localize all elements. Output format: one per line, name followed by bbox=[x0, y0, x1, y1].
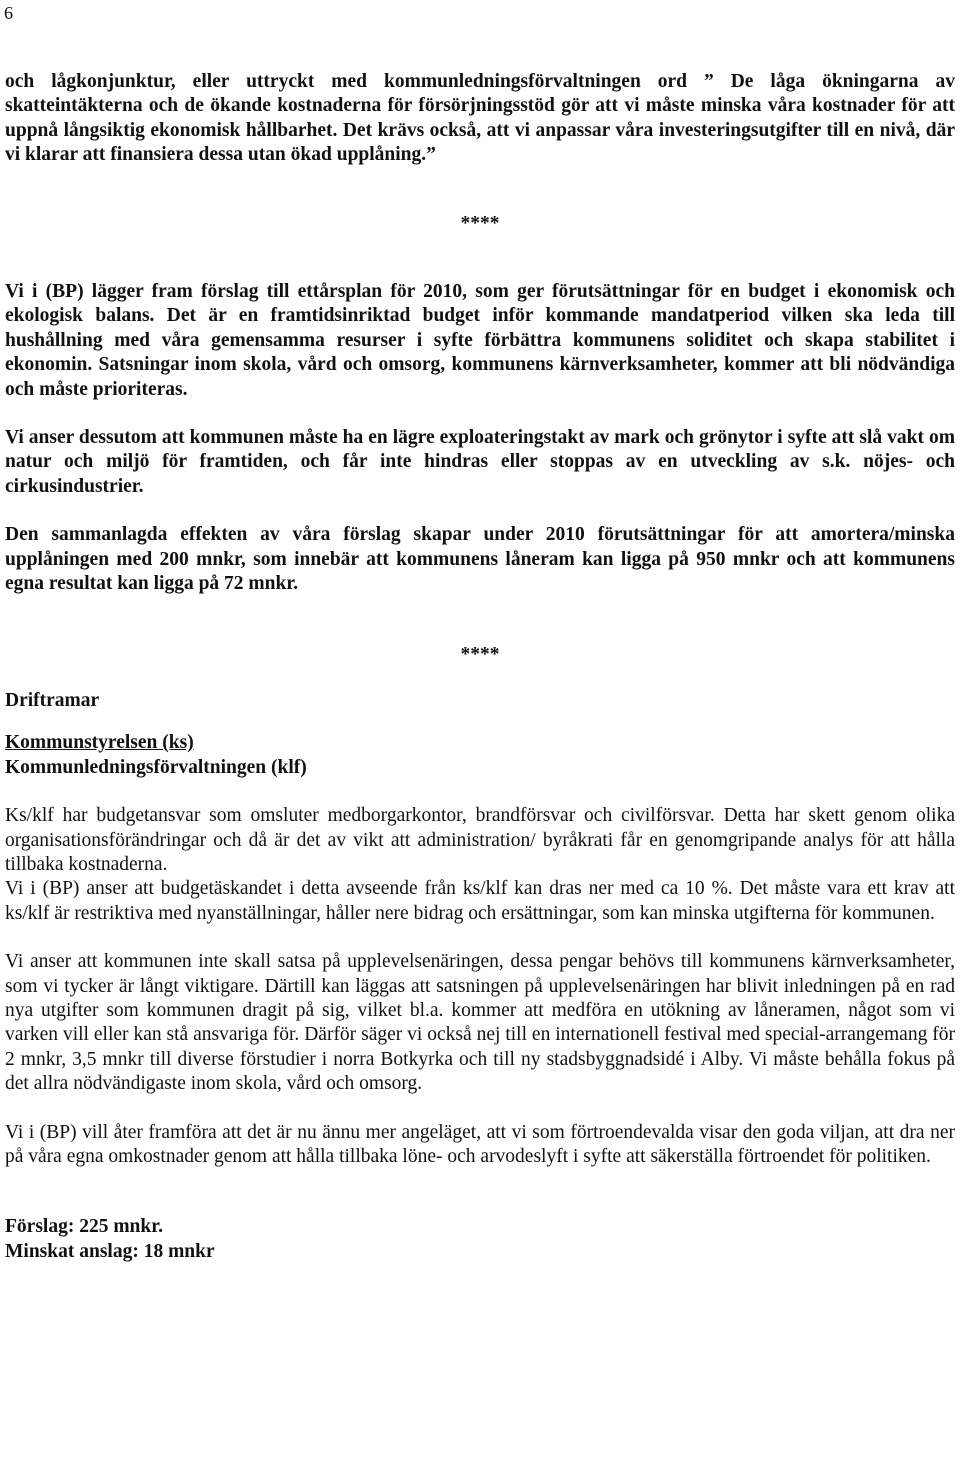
paragraph-exploitation: Vi anser dessutom att kommunen måste ha en lägre exploateringstakt av mark och grönytor i syfte att slå vakt om natur och miljö för framtiden, och får inte hindras eller stoppas av en utveckling av s.k. nöjes- och cirkusindustrier. bbox=[5, 427, 955, 497]
reduced-allocation: Minskat anslag: 18 mnkr bbox=[5, 1240, 215, 1262]
paragraph-experience-industry: Vi anser att kommunen inte skall satsa på upplevelsenäringen, dessa pengar behövs till kommunens kärnverksamheter, som vi tycker är långt viktigare. Därtill kan läggas att satsningen på upplevelsenäringen har blivit inledningen på en rad nya utgifter som kommunen dragit på sig, vilket bl.a. kommer att medföra en utökning av låneramen, något som vi varken vill eller kan stå ansvariga för. Därför säger vi också nej till en internationell festival med special-arrangemang för 2 mnkr, 3,5 mnkr till diverse förstudier i norra Botkyrka och till ny stadsbyggnadsidé i Alby. Vi måste behålla fokus på det allra nödvändigaste inom skola, vård och omsorg. bbox=[5, 951, 955, 1095]
paragraph-budget-responsibility: Ks/klf har budgetansvar som omsluter medborgarkontor, brandförsvar och civilförsvar. Detta har skett genom olika organisationsförändringar och då är det av vikt att administration/ byråkrati får en genomgripande analys för att hålla tillbaka kostnaderna. bbox=[5, 805, 955, 875]
paragraph-budget-proposal: Vi i (BP) lägger fram förslag till ettårsplan för 2010, som ger förutsättningar för en budget i ekonomisk och ekologisk balans. Det är en framtidsinriktad budget inför kommande mandatperiod vilken ska leda till hushållning med våra gemensamma resurser i syfte förbättra kommunens soliditet och skapa stabilitet i ekonomin. Satsningar inom skola, vård och omsorg, kommunens kärnverksamheter, kommer att bli nödvändiga och måste prioriteras. bbox=[5, 281, 955, 400]
paragraph-quote: och lågkonjunktur, eller uttryckt med kommunledningsförvaltningen ord ” De låga ökningarna av skatteintäkterna och de ökande kostnaderna för försörjningsstöd gör att vi måste minska våra kostnader för att uppnå långsiktig ekonomisk hållbarhet. Det krävs också, att vi anpassar våra investeringsutgifter till en nivå, där vi klarar att finansiera dessa utan ökad upplåning.” bbox=[5, 71, 955, 166]
heading-kommunstyrelsen: Kommunstyrelsen (ks) bbox=[5, 732, 194, 754]
paragraph-combined-effect: Den sammanlagda effekten av våra förslag skapar under 2010 förutsättningar för att amortera/minska upplåningen med 200 mnkr, som innebär att kommunens låneram kan ligga på 950 mnkr och att kommunens egna resultat kan ligga på 72 mnkr. bbox=[5, 524, 955, 595]
document-body bbox=[5, 70, 955, 1264]
section-separator: **** bbox=[460, 212, 500, 234]
section-separator: **** bbox=[460, 643, 500, 665]
paragraph-reduction: Vi i (BP) anser att budgetäskandet i detta avseende från ks/klf kan dras ner med ca 10 %. Det måste vara ett krav att ks/klf är restriktiva med nyanställningar, håller nere bidrag och ersättningar, som kan minska utgifterna för kommunen. bbox=[5, 878, 955, 924]
heading-kommunledningsforvaltningen: Kommunledningsförvaltningen (klf) bbox=[5, 756, 307, 778]
page-number: 6 bbox=[4, 3, 13, 23]
paragraph-costs: Vi i (BP) vill åter framföra att det är nu ännu mer angeläget, att vi som förtroendevalda visar den goda viljan, att dra ner på våra egna omkostnader genom att hålla tillbaka löne- och arvodeslyft i syfte att säkerställa förtroendet för politiken. bbox=[5, 1121, 955, 1167]
proposal-amount: Förslag: 225 mnkr. bbox=[5, 1216, 163, 1238]
heading-driftramar: Driftramar bbox=[5, 689, 100, 711]
